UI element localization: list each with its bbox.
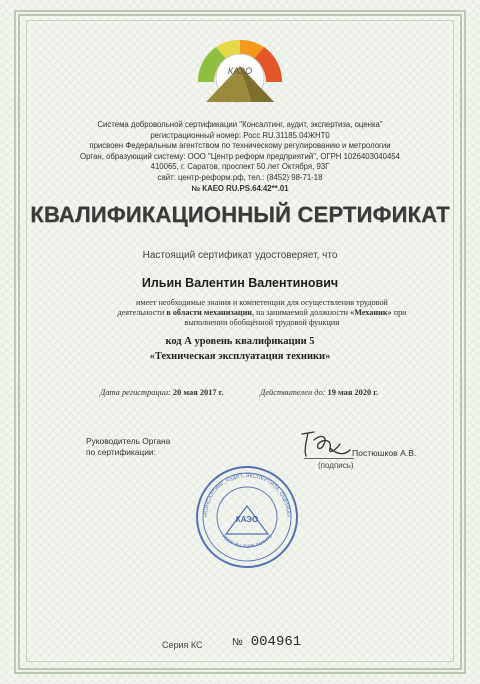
logo-emblem-icon [186,16,294,106]
registration-date [100,388,224,397]
qualification-level: код А уровень квалификации 5 [165,336,315,347]
issuer-line: Система добровольной сертификации "Консалтинг, аудит, экспертиза, оценка" [97,120,383,129]
certificate-title: КВАЛИФИКАЦИОННЫЙ СЕРТИФИКАТ [30,202,450,227]
seal-center-text: КАЭО [235,515,259,524]
issuer-line: сайт: центр-реформ.рф, тел.: (8452) 98-71-18 [157,172,323,182]
authority-label-line2: по сертификации: [86,447,156,457]
registration-date-label: Дата регистрации: [100,388,171,397]
certificate-series: Серия КС [162,640,203,650]
intro-text: Настоящий сертификат удостоверяет, что [142,250,338,261]
number-value: 004961 [250,634,302,650]
seal-bottom-text: РОСС RU.31185.04ЖНТ0 [220,534,274,550]
competence-part2: , на занимаемой должности [252,308,349,317]
certificate-number [232,634,301,650]
valid-until-value: 19 мая 2020 г. [327,388,379,397]
competence-part3: при выполнении обобщённой трудовой функции [184,308,407,327]
svg-text:«КОНСАЛТИНГ, АУДИТ, ЭКСПЕРТИЗА [203,473,291,517]
competence-field: в области механизации [166,308,253,317]
kaeo-logo [186,16,294,106]
qualification-specialization: «Техническая эксплуатация техники» [149,351,331,362]
number-sign: № [232,637,243,648]
competence-text [112,298,412,328]
signer-name: Постюшков А.В. [352,448,417,458]
valid-until-date [260,388,378,397]
issuer-line: 410065, г. Саратов, проспект 50 лет Октября, 93Г [150,162,330,172]
svg-text:РОСС RU.31185.04ЖНТ0 [220,534,274,550]
logo-text: КАЭО [227,66,253,76]
valid-until-label: Действителен до: [260,388,326,397]
competence-position: «Механик» [350,308,392,317]
issuer-line: регистрационный номер: Росс RU.31185.04ЖНТ0 [150,130,330,140]
holder-name: Ильин Валентин Валентинович [141,276,339,290]
issuer-line: Орган, образующий систему: ООО "Центр реформ предприятий", ОГРН 1026403040454 [80,151,400,161]
official-seal-icon [194,464,300,570]
signature-caption: (подпись) [318,461,354,470]
signature-line [304,458,354,459]
issuer-block [0,120,480,194]
competence-part1: имеет необходимые знания и компетенции для осуществления трудовой деятельности [117,298,388,317]
authority-label [86,436,170,458]
authority-label-line1: Руководитель Органа [86,436,171,446]
issuer-line: присвоен Федеральным агентством по техническому регулированию и метрологии [89,141,391,151]
seal-ring-text: «КОНСАЛТИНГ, АУДИТ, ЭКСПЕРТИЗА, ОЦЕНКА» [202,472,292,518]
registration-date-value: 20 мая 2017 г. [172,388,224,397]
certificate-registry-number: № КАЕО RU.PS.64.42**.01 [191,183,289,193]
